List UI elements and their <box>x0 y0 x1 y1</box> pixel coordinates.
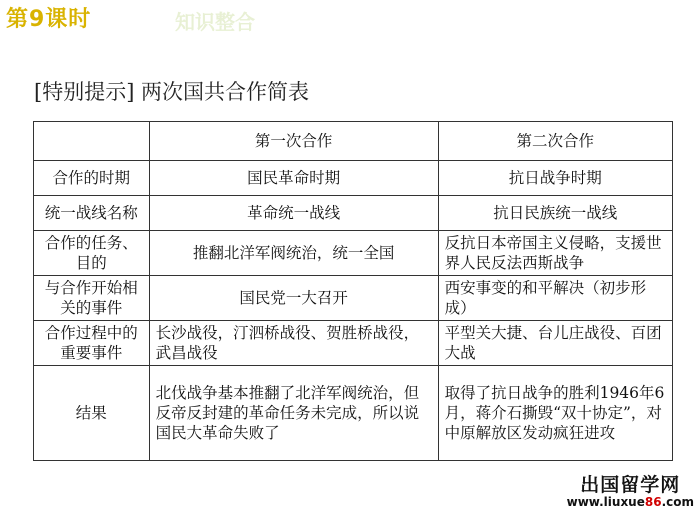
second-cooperation-cell: 平型关大捷、台儿庄战役、百团大战 <box>438 321 672 366</box>
row-label: 与合作开始相关的事件 <box>34 276 150 321</box>
comparison-table <box>33 121 673 461</box>
first-cooperation-cell: 北伐战争基本推翻了北洋军阀统治，但反帝反封建的革命任务未完成，所以说国民大革命失败了 <box>149 366 438 461</box>
row-label: 合作的任务、目的 <box>34 231 150 276</box>
table-header-row <box>34 122 673 161</box>
row-label: 统一战线名称 <box>34 196 150 231</box>
first-cooperation-cell: 国民革命时期 <box>149 161 438 196</box>
row-label: 合作过程中的重要事件 <box>34 321 150 366</box>
watermark-url-number: 86 <box>644 495 662 509</box>
first-cooperation-cell: 推翻北洋军阀统治，统一全国 <box>149 231 438 276</box>
second-cooperation-cell: 抗日民族统一战线 <box>438 196 672 231</box>
second-cooperation-cell: 取得了抗日战争的胜利1946年6月，蒋介石撕毁“双十协定”，对中原解放区发动疯狂进攻 <box>438 366 672 461</box>
lesson-title: 第9课时 <box>6 7 92 32</box>
watermark-url-suffix: .com <box>661 495 694 509</box>
faded-section-title: 知识整合 <box>175 10 255 34</box>
row-label: 合作的时期 <box>34 161 150 196</box>
first-cooperation-cell: 革命统一战线 <box>149 196 438 231</box>
first-cooperation-cell: 长沙战役，汀泗桥战役、贺胜桥战役，武昌战役 <box>149 321 438 366</box>
table-row <box>34 276 673 321</box>
header-cell-second: 第二次合作 <box>438 122 672 161</box>
row-label: 结果 <box>34 366 150 461</box>
header-cell-empty <box>34 122 150 161</box>
table-row <box>34 231 673 276</box>
second-cooperation-cell: 抗日战争时期 <box>438 161 672 196</box>
header-cell-first: 第一次合作 <box>149 122 438 161</box>
second-cooperation-cell: 反抗日本帝国主义侵略，支援世界人民反法西斯战争 <box>438 231 672 276</box>
watermark-url <box>567 495 694 509</box>
table-row <box>34 196 673 231</box>
first-cooperation-cell: 国民党一大召开 <box>149 276 438 321</box>
watermark-site-name: 出国留学网 <box>580 474 681 496</box>
site-watermark <box>567 470 694 509</box>
table-row <box>34 321 673 366</box>
table-heading: [特别提示] 两次国共合作简表 <box>34 80 310 104</box>
watermark-url-prefix: www.liuxue <box>566 495 645 509</box>
table-row <box>34 366 673 461</box>
second-cooperation-cell: 西安事变的和平解决（初步形成） <box>438 276 672 321</box>
table-row <box>34 161 673 196</box>
